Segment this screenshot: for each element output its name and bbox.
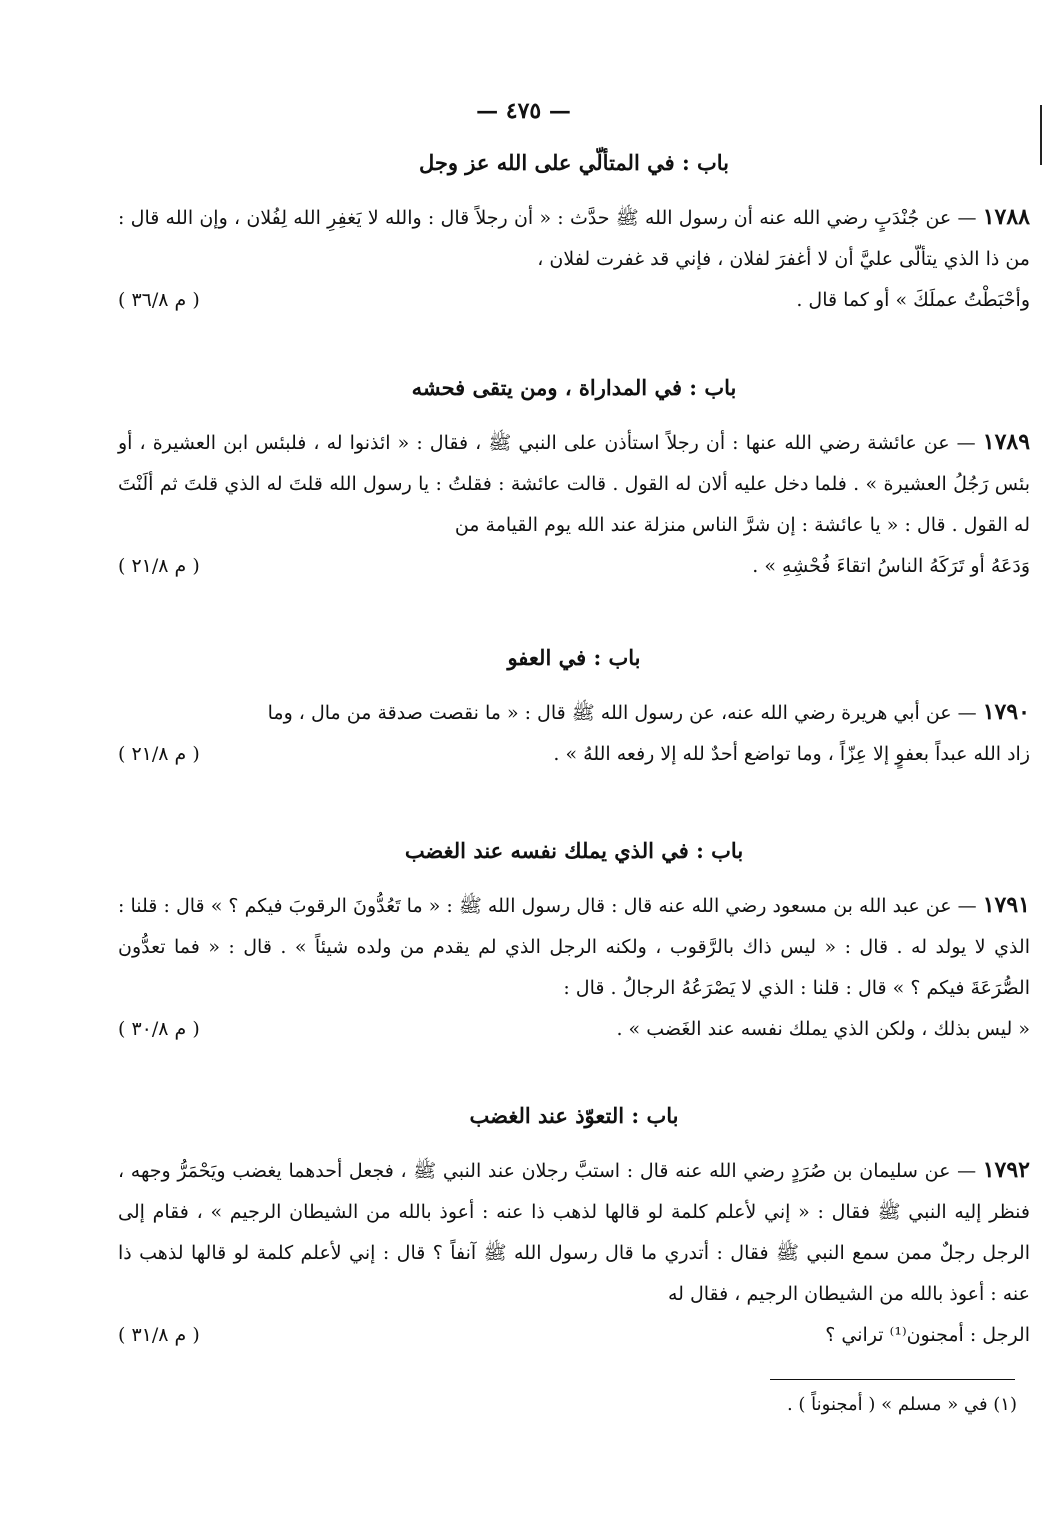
hadith-last-line — [118, 734, 1030, 775]
hadith-ending: « ليس بذلك ، ولكن الذي يملك نفسه عند الغَضب » . — [616, 1018, 1030, 1040]
source-reference: ( م ٣١/٨ ) — [118, 1324, 200, 1346]
hadith-number: ١٧٨٩ — [982, 429, 1031, 455]
source-reference: ( م ٢١/٨ ) — [118, 555, 200, 577]
hadith-body: — عن جُنْدَبٍ رضي الله عنه أن رسول الله ﷺ حدَّث : « أن رجلاً قال : والله لا يَغفِرِ الله لِفُلان ، وإن الله قال : من ذا الذي يتألّى عليَّ أن لا أغفرَ لفلان ، فإني قد غفرت لفلان ، — [118, 207, 1030, 270]
hadith-text — [118, 885, 1030, 1009]
hadith-body: — عن سليمان بن صُرَدٍ رضي الله عنه قال : استبَّ رجلان عند النبي ﷺ ، فجعل أحدهما يغضب ويَحْمَرُّ وجهه ، فنظر إليه النبي ﷺ فقال : « إني لأعلم كلمة لو قالها لذهب ذا عنه : أعوذ بالله من الشيطان الرجيم » ، فقام إلى الرجل رجلٌ ممن سمع النبي ﷺ فقال : أتدري ما قال رسول الله ﷺ آنفاً ؟ قال : إني لأعلم كلمة لو قالها لذهب ذا عنه : أعوذ بالله من الشيطان الرجيم ، فقال له — [118, 1160, 1030, 1305]
hadith-text — [118, 1150, 1030, 1315]
source-reference: ( م ٣٠/٨ ) — [118, 1018, 200, 1040]
section-1792 — [118, 1103, 1030, 1356]
section-1788 — [118, 150, 1030, 321]
section-1791 — [118, 838, 1030, 1050]
footnote-divider — [770, 1379, 1015, 1380]
hadith-number: ١٧٩١ — [982, 892, 1030, 918]
footnote: (١) في « مسلم » ( أمجنوناً ) . — [786, 1394, 1017, 1415]
hadith-number: ١٧٩٢ — [982, 1157, 1030, 1183]
source-reference: ( م ٣٦/٨ ) — [118, 289, 200, 311]
hadith-last-line — [118, 280, 1030, 321]
hadith-ending: الرجل : أمجنون⁽¹⁾ تراني ؟ — [825, 1324, 1030, 1346]
hadith-text — [118, 422, 1030, 546]
section-heading: باب : في العفو — [507, 645, 641, 670]
hadith-number: ١٧٨٨ — [982, 204, 1030, 230]
hadith-body: — عن عبد الله بن مسعود رضي الله عنه قال : قال رسول الله ﷺ : « ما تَعُدُّونَ الرقوبَ فيكم ؟ » قال : قلنا : الذي لا يولد له . قال : « ليس ذاك بالرَّقوب ، ولكنه الرجل الذي لم يقدم من ولده شيئاً » . قال : « فما تعدُّون الصُّرَعَةَ فيكم ؟ » قال : قلنا : الذي لا يَصْرَعُهُ الرجالُ . قال : — [118, 895, 1030, 999]
hadith-ending: وَدَعَهُ أو تَرَكَهُ الناسُ اتقاءَ فُحْشِهِ » . — [752, 555, 1030, 577]
hadith-last-line — [118, 1315, 1030, 1356]
hadith-ending: زاد الله عبداً بعفوٍ إلا عِزّاً ، وما تواضع أحدٌ لله إلا رفعه اللهُ » . — [553, 743, 1030, 765]
hadith-ending: وأحْبَطْتُ عملَكَ » أو كما قال . — [796, 289, 1030, 311]
scan-edge-mark — [1040, 105, 1042, 165]
hadith-number: ١٧٩٠ — [982, 699, 1030, 725]
source-reference: ( م ٢١/٨ ) — [118, 743, 200, 765]
section-heading: باب : التعوّذ عند الغضب — [469, 1103, 679, 1128]
section-heading: باب : في المتألّي على الله عز وجل — [418, 150, 730, 175]
section-heading: باب : في الذي يملك نفسه عند الغضب — [404, 838, 744, 863]
page-number: — ٤٧٥ — — [476, 98, 571, 124]
hadith-body: — عن عائشة رضي الله عنها : أن رجلاً استأذن على النبي ﷺ ، فقال : « ائذنوا له ، فلبئس ابن العشيرة ، أو بئس رَجُلُ العشيرة » . فلما دخل عليه ألان له القول . قالت عائشة : فقلتُ : يا رسول الله قلتَ له الذي قلتَ ثم ألَنْتَ له القول . قال : « يا عائشة : إن شرَّ الناس منزلة عند الله يوم القيامة من — [118, 432, 1030, 536]
section-1789 — [118, 375, 1030, 587]
hadith-body: — عن أبي هريرة رضي الله عنه، عن رسول الله ﷺ قال : « ما نقصت صدقة من مال ، وما — [267, 702, 983, 724]
section-1790 — [118, 645, 1030, 775]
hadith-last-line — [118, 546, 1030, 587]
hadith-text — [118, 197, 1030, 280]
hadith-last-line — [118, 1009, 1030, 1050]
section-heading: باب : في المداراة ، ومن يتقى فحشه — [411, 375, 737, 400]
hadith-text — [118, 692, 1030, 734]
